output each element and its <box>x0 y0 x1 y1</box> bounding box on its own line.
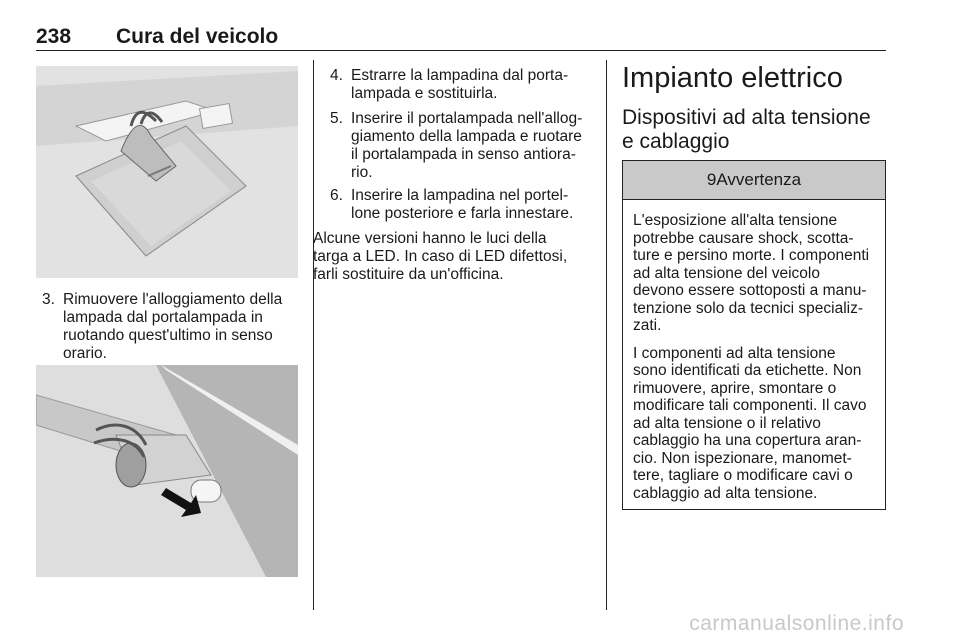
page-header <box>36 22 886 50</box>
section-title: Cura del veicolo <box>116 25 279 48</box>
text-line: ruotando quest'ultimo in senso <box>63 327 273 344</box>
text-line: Estrarre la lampadina dal porta- <box>351 67 569 84</box>
bulb-removal-illustration <box>36 365 298 577</box>
text-line: I componenti ad alta tensione <box>633 344 836 362</box>
text-line: lampada e sostituirla. <box>351 85 498 102</box>
warning-box <box>622 160 886 510</box>
step-text <box>63 291 282 363</box>
text-line: farli sostituire da un'officina. <box>313 266 504 283</box>
warning-body <box>623 200 885 502</box>
text-line: Inserire il portalampada nell'allog- <box>351 110 583 127</box>
step-number: 5. <box>330 110 343 127</box>
text-line: cio. Non ispezionare, manomet- <box>633 449 852 467</box>
step-number: 4. <box>330 67 343 84</box>
text-line: ad alta tensione o il relativo <box>633 414 821 432</box>
step-text <box>351 67 568 103</box>
heading-line: Dispositivi ad alta tensione <box>622 106 871 129</box>
column-divider-left <box>313 60 314 610</box>
column-divider-right <box>606 60 607 610</box>
text-line: tere, tagliare o modificare cavi o <box>633 467 853 484</box>
text-line: Alcune versioni hanno le luci della <box>313 230 547 247</box>
subsection-heading <box>622 106 892 154</box>
text-line: giamento della lampada e ruotare <box>351 128 582 145</box>
text-line: ture e persino morte. I componenti <box>633 247 870 264</box>
text-line: zati. <box>633 317 662 334</box>
text-line: rio. <box>351 164 373 181</box>
text-line: modificare tali componenti. Il cavo <box>633 397 867 414</box>
text-line: targa a LED. In caso di LED difettosi, <box>313 248 568 265</box>
text-line: rimuovere, aprire, smontare o <box>633 379 837 397</box>
warning-paragraph-2 <box>633 345 875 503</box>
text-line: cablaggio ha una copertura aran- <box>633 432 862 449</box>
text-line: sono identificati da etichette. Non <box>633 362 862 379</box>
text-line: potrebbe causare shock, scotta- <box>633 229 854 247</box>
text-line: lone posteriore e farla innestare. <box>351 205 574 222</box>
text-line: ad alta tensione del veicolo <box>633 264 820 282</box>
watermark: carmanualsonline.info <box>689 612 904 635</box>
lamp-housing-illustration <box>36 66 298 278</box>
text-line: Inserire la lampadina nel portel- <box>351 187 569 204</box>
text-line: tenzione solo da tecnici specializ- <box>633 299 864 317</box>
text-line: il portalampada in senso antiora- <box>351 146 576 163</box>
text-line: cablaggio ad alta tensione. <box>633 484 818 502</box>
text-line: devono essere sottoposti a manu- <box>633 282 867 299</box>
text-line: L'esposizione all'alta tensione <box>633 212 838 229</box>
step-text <box>351 110 582 182</box>
warning-icon: 9 <box>706 170 717 189</box>
header-rule <box>36 50 886 51</box>
step-text <box>351 187 573 223</box>
step-number: 6. <box>330 187 343 204</box>
heading-line: e cablaggio <box>622 130 730 153</box>
text-line: orario. <box>63 345 107 362</box>
led-note <box>313 230 605 284</box>
warning-title: Avvertenza <box>716 170 802 189</box>
text-line: Rimuovere l'alloggiamento della <box>63 291 283 308</box>
page-number: 238 <box>36 25 72 48</box>
section-heading: Impianto elettrico <box>622 62 843 94</box>
text-line: lampada dal portalampada in <box>63 309 263 326</box>
warning-paragraph-1 <box>633 212 875 335</box>
step-number: 3. <box>42 291 55 308</box>
warning-header <box>623 161 885 200</box>
